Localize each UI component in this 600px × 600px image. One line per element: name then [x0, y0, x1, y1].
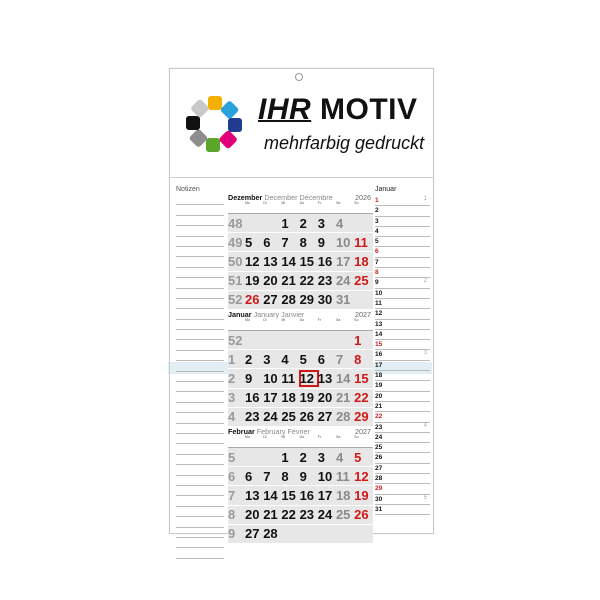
header-divider [170, 177, 433, 178]
note-line[interactable] [176, 226, 224, 236]
day-cell[interactable]: 1 [281, 449, 289, 465]
weekday-label: Mi [281, 435, 286, 439]
january-day-row[interactable] [375, 258, 430, 268]
january-day-row[interactable] [375, 381, 430, 391]
day-cell[interactable]: 14 [335, 370, 351, 386]
note-line[interactable] [176, 351, 224, 361]
january-day-row[interactable] [375, 299, 430, 309]
january-day-row[interactable] [375, 320, 430, 330]
day-cell[interactable]: 22 [354, 390, 369, 406]
day-cell[interactable]: 5 [299, 351, 307, 367]
day-cell[interactable]: 9 [299, 468, 307, 484]
day-cell[interactable]: 21 [335, 390, 351, 406]
note-line[interactable] [176, 195, 224, 205]
day-cell[interactable]: 21 [281, 273, 296, 289]
day-cell[interactable]: 8 [354, 351, 362, 367]
day-cell[interactable]: 23 [245, 409, 260, 425]
week-number: 9 [228, 526, 236, 542]
notes-title: Notizen [176, 186, 200, 193]
weekday-header [228, 319, 373, 331]
day-cell[interactable]: 24 [317, 507, 333, 523]
weekday-label: Do [299, 318, 305, 322]
january-day-row[interactable] [375, 340, 430, 350]
january-day-number: 22 [375, 413, 383, 421]
weekday-label: Do [299, 435, 305, 439]
headline-rest: MOTIV [311, 93, 418, 126]
day-cell[interactable]: 1 [281, 215, 289, 231]
weekday-label: Mi [281, 201, 286, 205]
headline [258, 93, 418, 127]
week-number: 52 [228, 332, 243, 348]
january-day-number: 13 [375, 320, 383, 328]
day-cell[interactable]: 7 [335, 351, 344, 367]
day-cell[interactable]: 9 [245, 370, 253, 386]
week-row [228, 331, 373, 350]
week-row [228, 233, 373, 252]
note-line[interactable] [176, 299, 224, 309]
day-cell[interactable]: 29 [299, 292, 315, 308]
january-day-number: 23 [375, 423, 383, 431]
january-list-title: Januar [375, 186, 397, 193]
january-day-row[interactable] [375, 402, 430, 412]
january-day-number: 12 [375, 310, 383, 318]
day-cell[interactable]: 13 [317, 370, 333, 386]
week-row [228, 448, 373, 467]
day-cell[interactable]: 25 [281, 409, 296, 425]
day-cell[interactable]: 14 [281, 253, 296, 269]
note-line[interactable] [176, 517, 224, 527]
week-number: 49 [228, 234, 243, 250]
january-day-row[interactable] [375, 464, 430, 474]
note-line[interactable] [176, 434, 224, 444]
day-cell[interactable]: 16 [245, 390, 260, 406]
january-day-row[interactable] [375, 247, 430, 257]
weekday-label: Mi [281, 318, 286, 322]
day-cell[interactable]: 23 [299, 507, 315, 523]
day-cell[interactable]: 23 [317, 273, 333, 289]
note-line[interactable] [176, 237, 224, 247]
january-day-row[interactable] [375, 453, 430, 463]
january-week-number: 3 [423, 350, 427, 357]
month-block [228, 194, 373, 308]
week-row [228, 506, 373, 525]
day-cell[interactable]: 19 [299, 390, 315, 406]
january-day-row[interactable] [375, 423, 430, 433]
day-cell[interactable]: 12 [300, 371, 318, 386]
day-cell[interactable]: 27 [263, 292, 278, 308]
january-day-row[interactable] [375, 443, 430, 453]
january-day-number: 21 [375, 402, 383, 410]
day-cell[interactable]: 13 [263, 253, 278, 269]
day-cell[interactable]: 18 [335, 487, 351, 503]
week-number: 4 [228, 409, 236, 425]
day-cell[interactable]: 26 [299, 409, 315, 425]
note-line[interactable] [176, 372, 224, 382]
january-day-number: 15 [375, 341, 383, 349]
day-cell[interactable]: 5 [245, 234, 253, 250]
day-cell[interactable]: 7 [263, 468, 271, 484]
day-cell[interactable]: 27 [245, 526, 260, 542]
week-row [228, 214, 373, 233]
week-number: 51 [228, 273, 243, 289]
day-cell[interactable]: 3 [263, 351, 271, 367]
month-name-alt: December Décembre [264, 193, 333, 202]
day-cell[interactable]: 17 [317, 487, 333, 503]
january-day-number: 2 [375, 207, 379, 215]
day-cell[interactable]: 9 [317, 234, 325, 250]
day-cell[interactable]: 30 [317, 292, 333, 308]
january-day-row[interactable] [375, 237, 430, 247]
january-day-number: 16 [375, 351, 383, 359]
january-day-row[interactable] [375, 278, 430, 288]
week-number: 48 [228, 215, 243, 231]
week-number: 8 [228, 507, 236, 523]
january-day-row[interactable] [375, 227, 430, 237]
logo-petal [186, 116, 200, 130]
month-grid [228, 214, 373, 310]
january-week-number: 1 [423, 196, 427, 202]
day-cell[interactable]: 24 [335, 273, 351, 289]
january-day-number: 24 [375, 433, 383, 441]
note-line[interactable] [176, 486, 224, 496]
weekday-label: Fr [317, 435, 322, 439]
january-day-number: 30 [375, 495, 383, 503]
week-row [228, 525, 373, 544]
day-cell[interactable]: 7 [281, 234, 289, 250]
january-day-row[interactable] [375, 484, 430, 494]
january-day-number: 19 [375, 382, 383, 390]
weekday-label: Mo [245, 435, 250, 439]
day-cell[interactable]: 8 [299, 234, 307, 250]
note-line[interactable] [176, 403, 224, 413]
weekday-label: Mo [245, 318, 250, 322]
month-name-alt: February Février [256, 427, 310, 436]
day-cell[interactable]: 22 [281, 507, 296, 523]
january-day-row[interactable] [375, 505, 430, 515]
day-cell[interactable]: 6 [245, 468, 253, 484]
note-line[interactable] [176, 507, 224, 517]
weekday-label: Di [263, 201, 267, 205]
weekday-label: Di [263, 318, 267, 322]
january-day-row[interactable] [375, 371, 430, 381]
january-day-number: 31 [375, 505, 383, 513]
january-day-number: 10 [375, 289, 383, 297]
logo-petal [206, 138, 220, 152]
january-day-row[interactable] [375, 350, 430, 360]
weekday-label: Di [263, 435, 267, 439]
day-cell[interactable]: 6 [263, 234, 271, 250]
day-cell[interactable]: 15 [299, 253, 315, 269]
january-week-number: 2 [423, 278, 427, 285]
day-cell[interactable]: 15 [281, 487, 296, 503]
day-cell[interactable]: 25 [335, 507, 351, 523]
day-cell[interactable]: 4 [281, 351, 289, 367]
day-cell[interactable]: 15 [354, 370, 369, 386]
january-day-number: 17 [375, 361, 383, 369]
note-line[interactable] [176, 382, 224, 392]
note-line[interactable] [176, 320, 224, 330]
day-cell[interactable]: 12 [245, 253, 260, 269]
day-cell[interactable]: 2 [299, 449, 307, 465]
month-name: Februar [228, 427, 255, 436]
month-name: Januar [228, 310, 252, 319]
january-day-number: 26 [375, 454, 383, 462]
week-row [228, 272, 373, 291]
day-cell[interactable]: 12 [354, 468, 369, 484]
week-number: 5 [228, 449, 236, 465]
january-day-number: 28 [375, 475, 383, 483]
day-cell[interactable]: 11 [335, 468, 350, 484]
headline-bold: IHR [258, 93, 312, 126]
january-day-number: 6 [375, 248, 379, 256]
weekday-header [228, 202, 373, 214]
january-day-number: 27 [375, 464, 383, 472]
note-line[interactable] [176, 205, 224, 215]
january-day-number: 4 [375, 227, 379, 235]
note-line[interactable] [176, 268, 224, 278]
weekday-label: Fr [317, 201, 322, 205]
january-day-number: 29 [375, 485, 383, 493]
january-day-row[interactable] [375, 289, 430, 299]
january-day-row[interactable] [375, 412, 430, 422]
note-line[interactable] [176, 413, 224, 423]
note-line[interactable] [176, 538, 224, 548]
week-number: 50 [228, 253, 243, 269]
week-number: 3 [228, 390, 236, 406]
day-cell[interactable]: 2 [245, 351, 253, 367]
january-day-row[interactable] [375, 330, 430, 340]
day-cell[interactable]: 19 [354, 487, 369, 503]
day-cell[interactable]: 20 [317, 390, 333, 406]
week-row [228, 408, 373, 427]
hanging-hole [295, 73, 303, 81]
month-year: 2027 [355, 310, 371, 319]
note-line[interactable] [176, 361, 224, 371]
weekday-header [228, 436, 373, 448]
day-cell[interactable]: 2 [299, 215, 307, 231]
day-cell[interactable]: 26 [354, 507, 369, 523]
day-cell[interactable]: 28 [281, 292, 296, 308]
day-cell[interactable]: 6 [317, 351, 325, 367]
logo-petal [228, 118, 242, 132]
note-line[interactable] [176, 340, 224, 350]
color-flower-logo-icon [184, 94, 244, 154]
logo-petal [218, 130, 238, 150]
note-line[interactable] [176, 548, 224, 558]
note-line[interactable] [176, 216, 224, 226]
day-cell[interactable]: 8 [281, 468, 289, 484]
january-day-number: 5 [375, 238, 379, 246]
day-cell[interactable]: 17 [335, 253, 351, 269]
january-week-number: 4 [423, 422, 427, 429]
subline: mehrfarbig gedruckt [264, 133, 425, 153]
week-number: 1 [228, 351, 236, 367]
day-cell[interactable]: 19 [245, 273, 260, 289]
logo-petal [190, 99, 210, 119]
weekday-label: Sa [335, 318, 341, 322]
january-day-number: 25 [375, 444, 383, 452]
day-cell[interactable]: 18 [281, 390, 296, 406]
note-line[interactable] [176, 528, 224, 538]
weekday-label: Sa [335, 435, 341, 439]
january-day-number: 1 [375, 197, 379, 204]
january-day-number: 18 [375, 372, 383, 380]
day-cell[interactable]: 28 [335, 409, 351, 425]
day-cell[interactable]: 26 [245, 292, 260, 308]
day-cell[interactable]: 1 [354, 332, 362, 348]
day-cell[interactable]: 3 [317, 449, 325, 465]
note-line[interactable] [176, 444, 224, 454]
january-day-row[interactable] [375, 196, 430, 206]
month-name-alt: January Janvier [253, 310, 305, 319]
day-cell[interactable]: 28 [263, 526, 278, 542]
january-day-row[interactable] [375, 474, 430, 484]
day-cell[interactable]: 16 [317, 253, 333, 269]
january-day-number: 7 [375, 258, 379, 266]
weekday-label: Fr [317, 318, 322, 322]
january-day-number: 11 [375, 299, 382, 307]
day-cell[interactable]: 24 [263, 409, 278, 425]
month-name: Dezember [228, 193, 263, 202]
logo-petal [208, 96, 222, 110]
day-cell[interactable]: 29 [354, 409, 369, 425]
day-cell[interactable]: 11 [281, 370, 296, 386]
january-day-row[interactable] [375, 495, 430, 505]
day-cell[interactable]: 22 [299, 273, 315, 289]
day-cell[interactable]: 10 [317, 468, 333, 484]
note-line[interactable] [176, 257, 224, 267]
january-day-list [375, 186, 430, 515]
january-day-number: 20 [375, 392, 383, 400]
note-line[interactable] [176, 247, 224, 257]
january-day-row[interactable] [375, 361, 430, 371]
january-day-row[interactable] [375, 268, 430, 278]
month-blocks [228, 194, 373, 545]
week-row [228, 467, 373, 486]
weekday-label: Mo [245, 201, 250, 205]
january-day-number: 9 [375, 279, 379, 287]
month-block [228, 428, 373, 542]
weekday-label: Sa [335, 201, 341, 205]
january-day-row[interactable] [375, 217, 430, 227]
day-cell[interactable]: 31 [335, 292, 351, 308]
logo-petal [220, 100, 240, 120]
day-cell[interactable]: 17 [263, 390, 278, 406]
january-day-row[interactable] [375, 433, 430, 443]
day-cell[interactable]: 4 [335, 215, 344, 231]
day-cell[interactable]: 10 [263, 370, 278, 386]
january-day-number: 14 [375, 330, 383, 338]
week-number: 7 [228, 487, 236, 503]
day-cell[interactable]: 3 [317, 215, 325, 231]
day-cell[interactable]: 20 [245, 507, 260, 523]
weekday-label: So [354, 435, 359, 439]
week-row [228, 369, 373, 388]
january-day-row[interactable] [375, 392, 430, 402]
day-cell[interactable]: 18 [354, 253, 369, 269]
day-cell[interactable]: 10 [335, 234, 351, 250]
day-cell[interactable]: 5 [354, 449, 362, 465]
day-cell[interactable]: 20 [263, 273, 278, 289]
note-line[interactable] [176, 476, 224, 486]
january-day-number: 3 [375, 217, 379, 225]
january-day-row[interactable] [375, 206, 430, 216]
notes-column [176, 186, 224, 559]
weekday-label: So [354, 318, 359, 322]
note-line[interactable] [176, 465, 224, 475]
note-line[interactable] [176, 455, 224, 465]
day-cell[interactable]: 27 [317, 409, 333, 425]
note-line[interactable] [176, 392, 224, 402]
note-line[interactable] [176, 424, 224, 434]
note-line[interactable] [176, 330, 224, 340]
day-cell[interactable]: 11 [354, 234, 368, 250]
weekday-label: So [354, 201, 359, 205]
week-number: 2 [228, 370, 236, 386]
january-day-number: 8 [375, 269, 379, 277]
month-year: 2027 [355, 427, 371, 436]
month-block [228, 311, 373, 425]
week-number: 52 [228, 292, 243, 308]
day-cell[interactable]: 14 [263, 487, 278, 503]
day-cell[interactable]: 25 [354, 273, 369, 289]
january-day-row[interactable] [375, 309, 430, 319]
week-number: 6 [228, 468, 236, 484]
logo-petal [189, 128, 209, 148]
week-row [228, 486, 373, 505]
note-line[interactable] [176, 496, 224, 506]
month-grid [228, 448, 373, 544]
weekday-label: Do [299, 201, 305, 205]
day-cell[interactable]: 4 [335, 449, 344, 465]
note-line[interactable] [176, 309, 224, 319]
note-line[interactable] [176, 278, 224, 288]
week-row [228, 291, 373, 310]
january-week-number: 5 [423, 494, 427, 501]
day-cell[interactable]: 13 [245, 487, 260, 503]
day-cell[interactable]: 21 [263, 507, 278, 523]
day-cell[interactable]: 16 [299, 487, 315, 503]
advertising-header [170, 69, 433, 177]
month-grid [228, 331, 373, 427]
week-row [228, 389, 373, 408]
week-row [228, 252, 373, 271]
month-year: 2026 [355, 193, 371, 202]
week-row [228, 350, 373, 369]
note-line[interactable] [176, 289, 224, 299]
